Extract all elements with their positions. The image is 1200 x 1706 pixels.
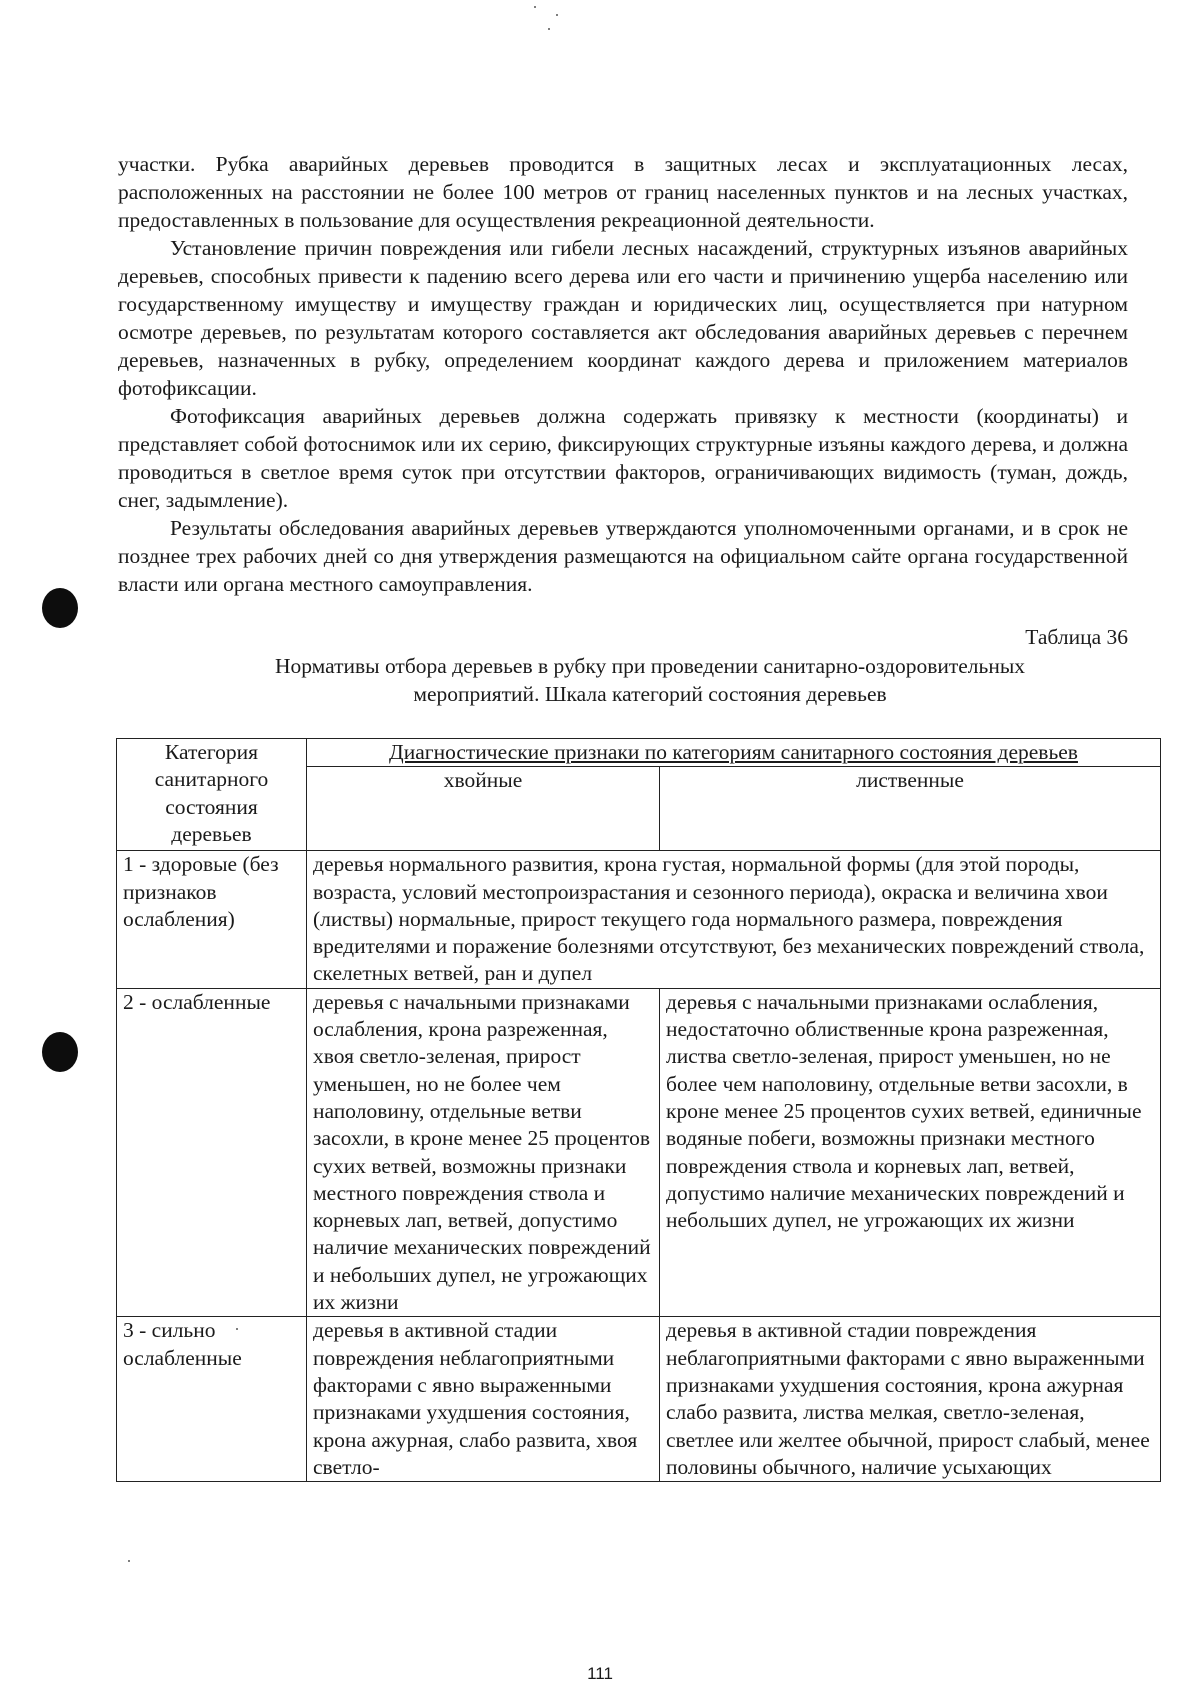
paragraph-1: участки. Рубка аварийных деревьев проводится в защитных лесах и эксплуатационных лесах, расположенных на расстоянии не более 100 метров от границ населенных пунктов и на лесных участках, предоставленных в пользование для осуществления рекреационной деятельности. [118,152,1128,232]
table-row [117,851,1161,988]
scan-speck [534,6,536,8]
paragraph-2: Установление причин повреждения или гибели лесных насаждений, структурных изъянов аварийных деревьев, способных привести к падению всего дерева или его части и причинению ущерба населению или государственному имуществу и имуществу граждан и юридических лиц, осуществляется при натурном осмотре деревьев, по результатам которого составляется акт обследования аварийных деревьев с перечнем деревьев, назначенных в рубку, определением координат каждого дерева и приложением материалов фотофиксации. [118,236,1128,400]
paragraph-3: Фотофиксация аварийных деревьев должна содержать привязку к местности (координаты) и представляет собой фотоснимок или их серию, фиксирующих структурные изъяны каждого дерева, и должна проводиться в светлое время суток при отсутствии факторов, ограничивающих видимость (туман, дождь, снег, задымление). [118,404,1128,512]
header-conifers: хвойные [307,767,660,851]
punch-hole-top [42,588,78,628]
table-label: Таблица 36 [1025,625,1128,649]
scan-speck [128,1560,130,1562]
table-header-row [117,739,1161,767]
header-category: Категория санитарного состояния деревьев [117,739,307,851]
table-caption-line-2: мероприятий. Шкала категорий состояния деревьев [413,682,887,706]
punch-hole-bottom [42,1032,78,1072]
table-row [117,988,1161,1317]
row-category: 3 - сильно ослабленные [117,1317,307,1482]
header-diagnostic [307,739,1161,767]
table-caption-line-1: Нормативы отбора деревьев в рубку при проведении санитарно-оздоровительных [274,654,1026,678]
row-signs-deciduous: деревья в активной стадии повреждения неблагоприятными факторами с явно выраженными признаками ухудшения состояния, крона ажурная слабо развита, листва мелкая, светло-зеленая, светлее или желтее обычной, прирост слабый, менее половины обычного, наличие усыхающих [660,1317,1161,1482]
table-caption [200,652,1100,708]
scan-speck [556,14,558,16]
paragraph-4: Результаты обследования аварийных деревьев утверждаются уполномоченными органами, и в срок не позднее трех рабочих дней со дня утверждения размещаются на официальном сайте органа государственной власти или органа местного самоуправления. [118,516,1128,596]
scan-speck [548,28,550,30]
page-number: 111 [587,1664,613,1683]
row-signs-conifers: деревья в активной стадии повреждения неблагоприятными факторами с явно выраженными признаками ухудшения состояния, крона ажурная, слабо развита, хвоя светло- [307,1317,660,1482]
sanitary-categories-table [116,738,1161,1482]
table-row [117,1317,1161,1482]
body-text [118,150,1128,598]
row-category: 1 - здоровые (без признаков ослабления) [117,851,307,988]
row-signs-combined: деревья нормального развития, крона густая, нормальной формы (для этой породы, возраста, условий местопроизрастания и сезонного периода), окраска и величина хвои (листвы) нормальные, прирост текущего года нормального размера, повреждения вредителями и поражение болезнями отсутствуют, без механических повреждений ствола, скелетных ветвей, ран и дупел [307,851,1161,988]
header-deciduous: лиственные [660,767,1161,851]
header-diagnostic-text: Диагностические признаки по категориям санитарного состояния деревьев [389,740,1078,764]
row-signs-conifers: деревья с начальными признаками ослабления, крона разреженная, хвоя светло-зеленая, прирост уменьшен, но не более чем наполовину, отдельные ветви засохли, в кроне менее 25 процентов сухих ветвей, возможны признаки местного повреждения ствола и корневых лап, ветвей, допустимо наличие механических повреждений и небольших дупел, не угрожающих их жизни [307,988,660,1317]
row-signs-deciduous: деревья с начальными признаками ослабления, недостаточно облиственные крона разреженная, листва светло-зеленая, прирост уменьшен, но не более чем наполовину, отдельные ветви засохли, в кроне менее 25 процентов сухих ветвей, единичные водяные побеги, возможны признаки местного повреждения ствола и корневых лап, ветвей, допустимо наличие механических повреждений и небольших дупел, не угрожающих их жизни [660,988,1161,1317]
row-category: 2 - ослабленные [117,988,307,1317]
